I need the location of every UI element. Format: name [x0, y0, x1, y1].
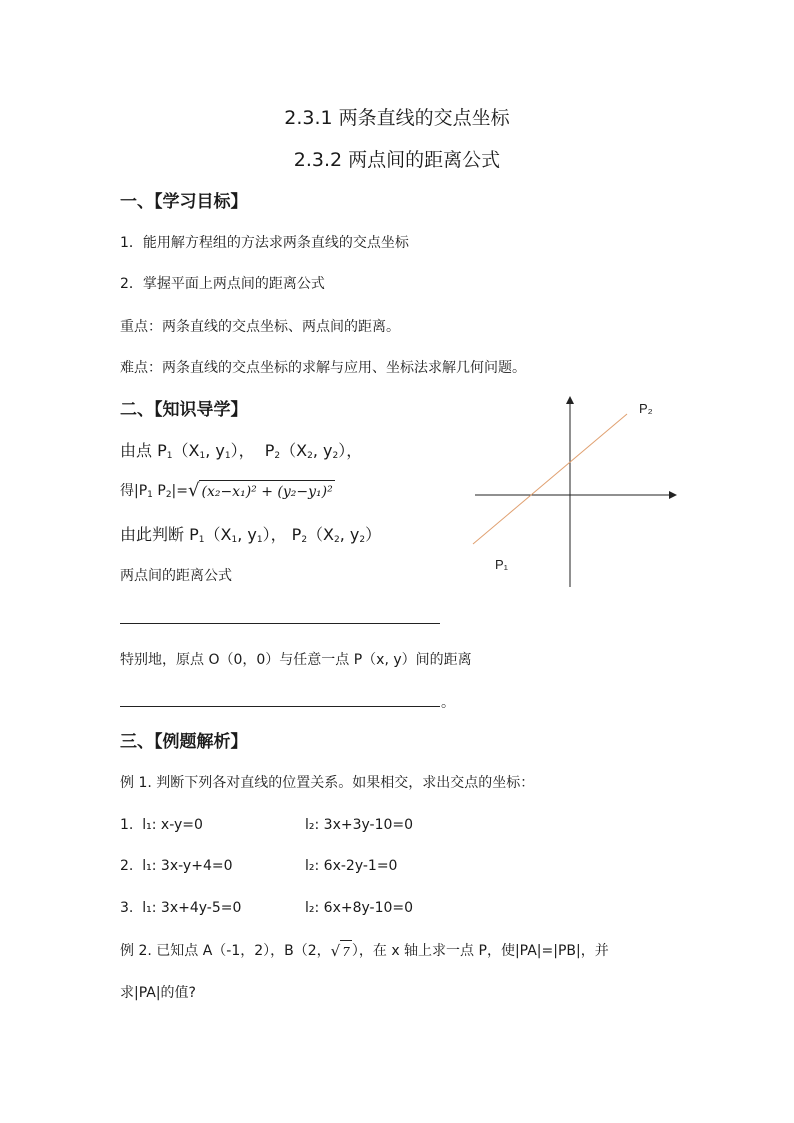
- title-line-2: 2.3.2 两点间的距离公式: [293, 149, 501, 171]
- p1-open: （X: [172, 441, 200, 460]
- y1-sub: 1: [224, 451, 231, 461]
- judge-x2-sub: 2: [334, 535, 340, 545]
- pair-2-l2: l₂: 6x-2y-1=0: [305, 858, 398, 874]
- p1-sub: 1: [166, 451, 173, 461]
- judge-p2-sub: 2: [301, 535, 308, 545]
- judge-p1-sub: 1: [198, 535, 205, 545]
- pair-2-l1: l₁: 3x-y+4=0: [142, 858, 233, 874]
- p2-close: ），: [338, 441, 363, 460]
- coordinate-diagram: [465, 392, 680, 590]
- formula-body: (x₂−x₁)² + (y₂−y₁)²: [199, 480, 334, 502]
- distance-label: 两点间的距离公式: [120, 568, 232, 584]
- judge-p2-mid: , y: [339, 525, 360, 544]
- formula-prefix: 得|P: [120, 483, 148, 499]
- title-line-1: 2.3.1 两条直线的交点坐标: [284, 107, 510, 129]
- formula-p2-sub: 2: [165, 490, 172, 500]
- pair-3-l1: l₁: 3x+4y-5=0: [142, 900, 242, 916]
- p1-close: ），: [230, 441, 255, 460]
- pair-2: [120, 856, 233, 876]
- y2-sub: 2: [332, 451, 339, 461]
- formula-eq: |=: [171, 483, 188, 499]
- sqrt-seven-value: 7: [340, 940, 352, 962]
- pair-2-num: 2.: [120, 858, 134, 874]
- example-2-continued: 求|PA|的值?: [120, 985, 196, 1001]
- judge-prefix: 由此判断 P: [120, 525, 199, 544]
- key-point: 重点：两条直线的交点坐标、两点间的距离。: [120, 319, 400, 335]
- p2-sub: 2: [274, 451, 281, 461]
- sqrt-expression: [188, 480, 335, 502]
- judge-p1-close: ）， P: [262, 525, 302, 544]
- distance-formula-line: [120, 480, 335, 505]
- judge-p1: （X: [204, 525, 232, 544]
- judge-line: [120, 525, 381, 550]
- formula-p1-sub: 1: [147, 490, 153, 500]
- goal-2: 2．掌握平面上两点间的距离公式: [120, 276, 325, 292]
- p2-open: （X: [280, 441, 308, 460]
- answer-blank-2[interactable]: [120, 706, 440, 707]
- x2-sub: 2: [307, 451, 313, 461]
- p1-label: P: [157, 441, 167, 460]
- pair-3-l2: l₂: 6x+8y-10=0: [305, 900, 414, 916]
- given-points-line: [120, 441, 362, 466]
- pair-1-num: 1.: [120, 817, 134, 833]
- section-heading-goals: 一、【学习目标】: [120, 192, 248, 212]
- example-1: 例 1. 判断下列各对直线的位置关系。如果相交，求出交点的坐标：: [120, 775, 535, 791]
- judge-x1-sub: 1: [231, 535, 238, 545]
- given-prefix: 由点: [120, 441, 158, 460]
- judge-y1-sub: 1: [256, 535, 263, 545]
- judge-p2: （X: [307, 525, 335, 544]
- pair-3: [120, 898, 241, 918]
- p2-mid: , y: [312, 441, 333, 460]
- section-heading-knowledge: 二、【知识导学】: [120, 400, 248, 420]
- sqrt-seven: [331, 940, 352, 962]
- p2-point-label: P₂: [639, 401, 653, 416]
- judge-p2-close: ）: [365, 525, 382, 544]
- p2-label: P: [264, 441, 275, 460]
- judge-y2-sub: 2: [359, 535, 366, 545]
- p1-mid: , y: [205, 441, 225, 460]
- pair-1-l2: l₂: 3x+3y-10=0: [305, 817, 414, 833]
- pair-1: [120, 815, 203, 835]
- difficulty-point: 难点：两条直线的交点坐标的求解与应用、坐标法求解几何问题。: [120, 360, 526, 376]
- judge-p1-mid: , y: [237, 525, 257, 544]
- answer-blank-1[interactable]: [120, 623, 440, 624]
- sqrt-sign-icon-2: √: [330, 942, 341, 960]
- special-case: 特别地，原点 O（0，0）与任意一点 P（x, y）间的距离: [120, 652, 472, 668]
- pair-3-num: 3.: [120, 900, 134, 916]
- example-2-part-a: 例 2. 已知点 A（-1，2），B（2，: [120, 943, 331, 959]
- goal-1: 1．能用解方程组的方法求两条直线的交点坐标: [120, 235, 409, 251]
- line-p1-p2: [473, 414, 627, 544]
- x1-sub: 1: [199, 451, 206, 461]
- blank-period: 。: [441, 695, 455, 711]
- pair-1-l1: l₁: x-y=0: [142, 817, 203, 833]
- example-2: [120, 940, 609, 962]
- p1-point-label: P₁: [495, 557, 509, 572]
- section-heading-examples: 三、【例题解析】: [120, 732, 248, 752]
- example-2-part-b: ），在 x 轴上求一点 P，使|PA|=|PB|，并: [351, 943, 609, 959]
- sqrt-sign-icon: √: [188, 480, 200, 501]
- formula-p2: P: [152, 483, 166, 499]
